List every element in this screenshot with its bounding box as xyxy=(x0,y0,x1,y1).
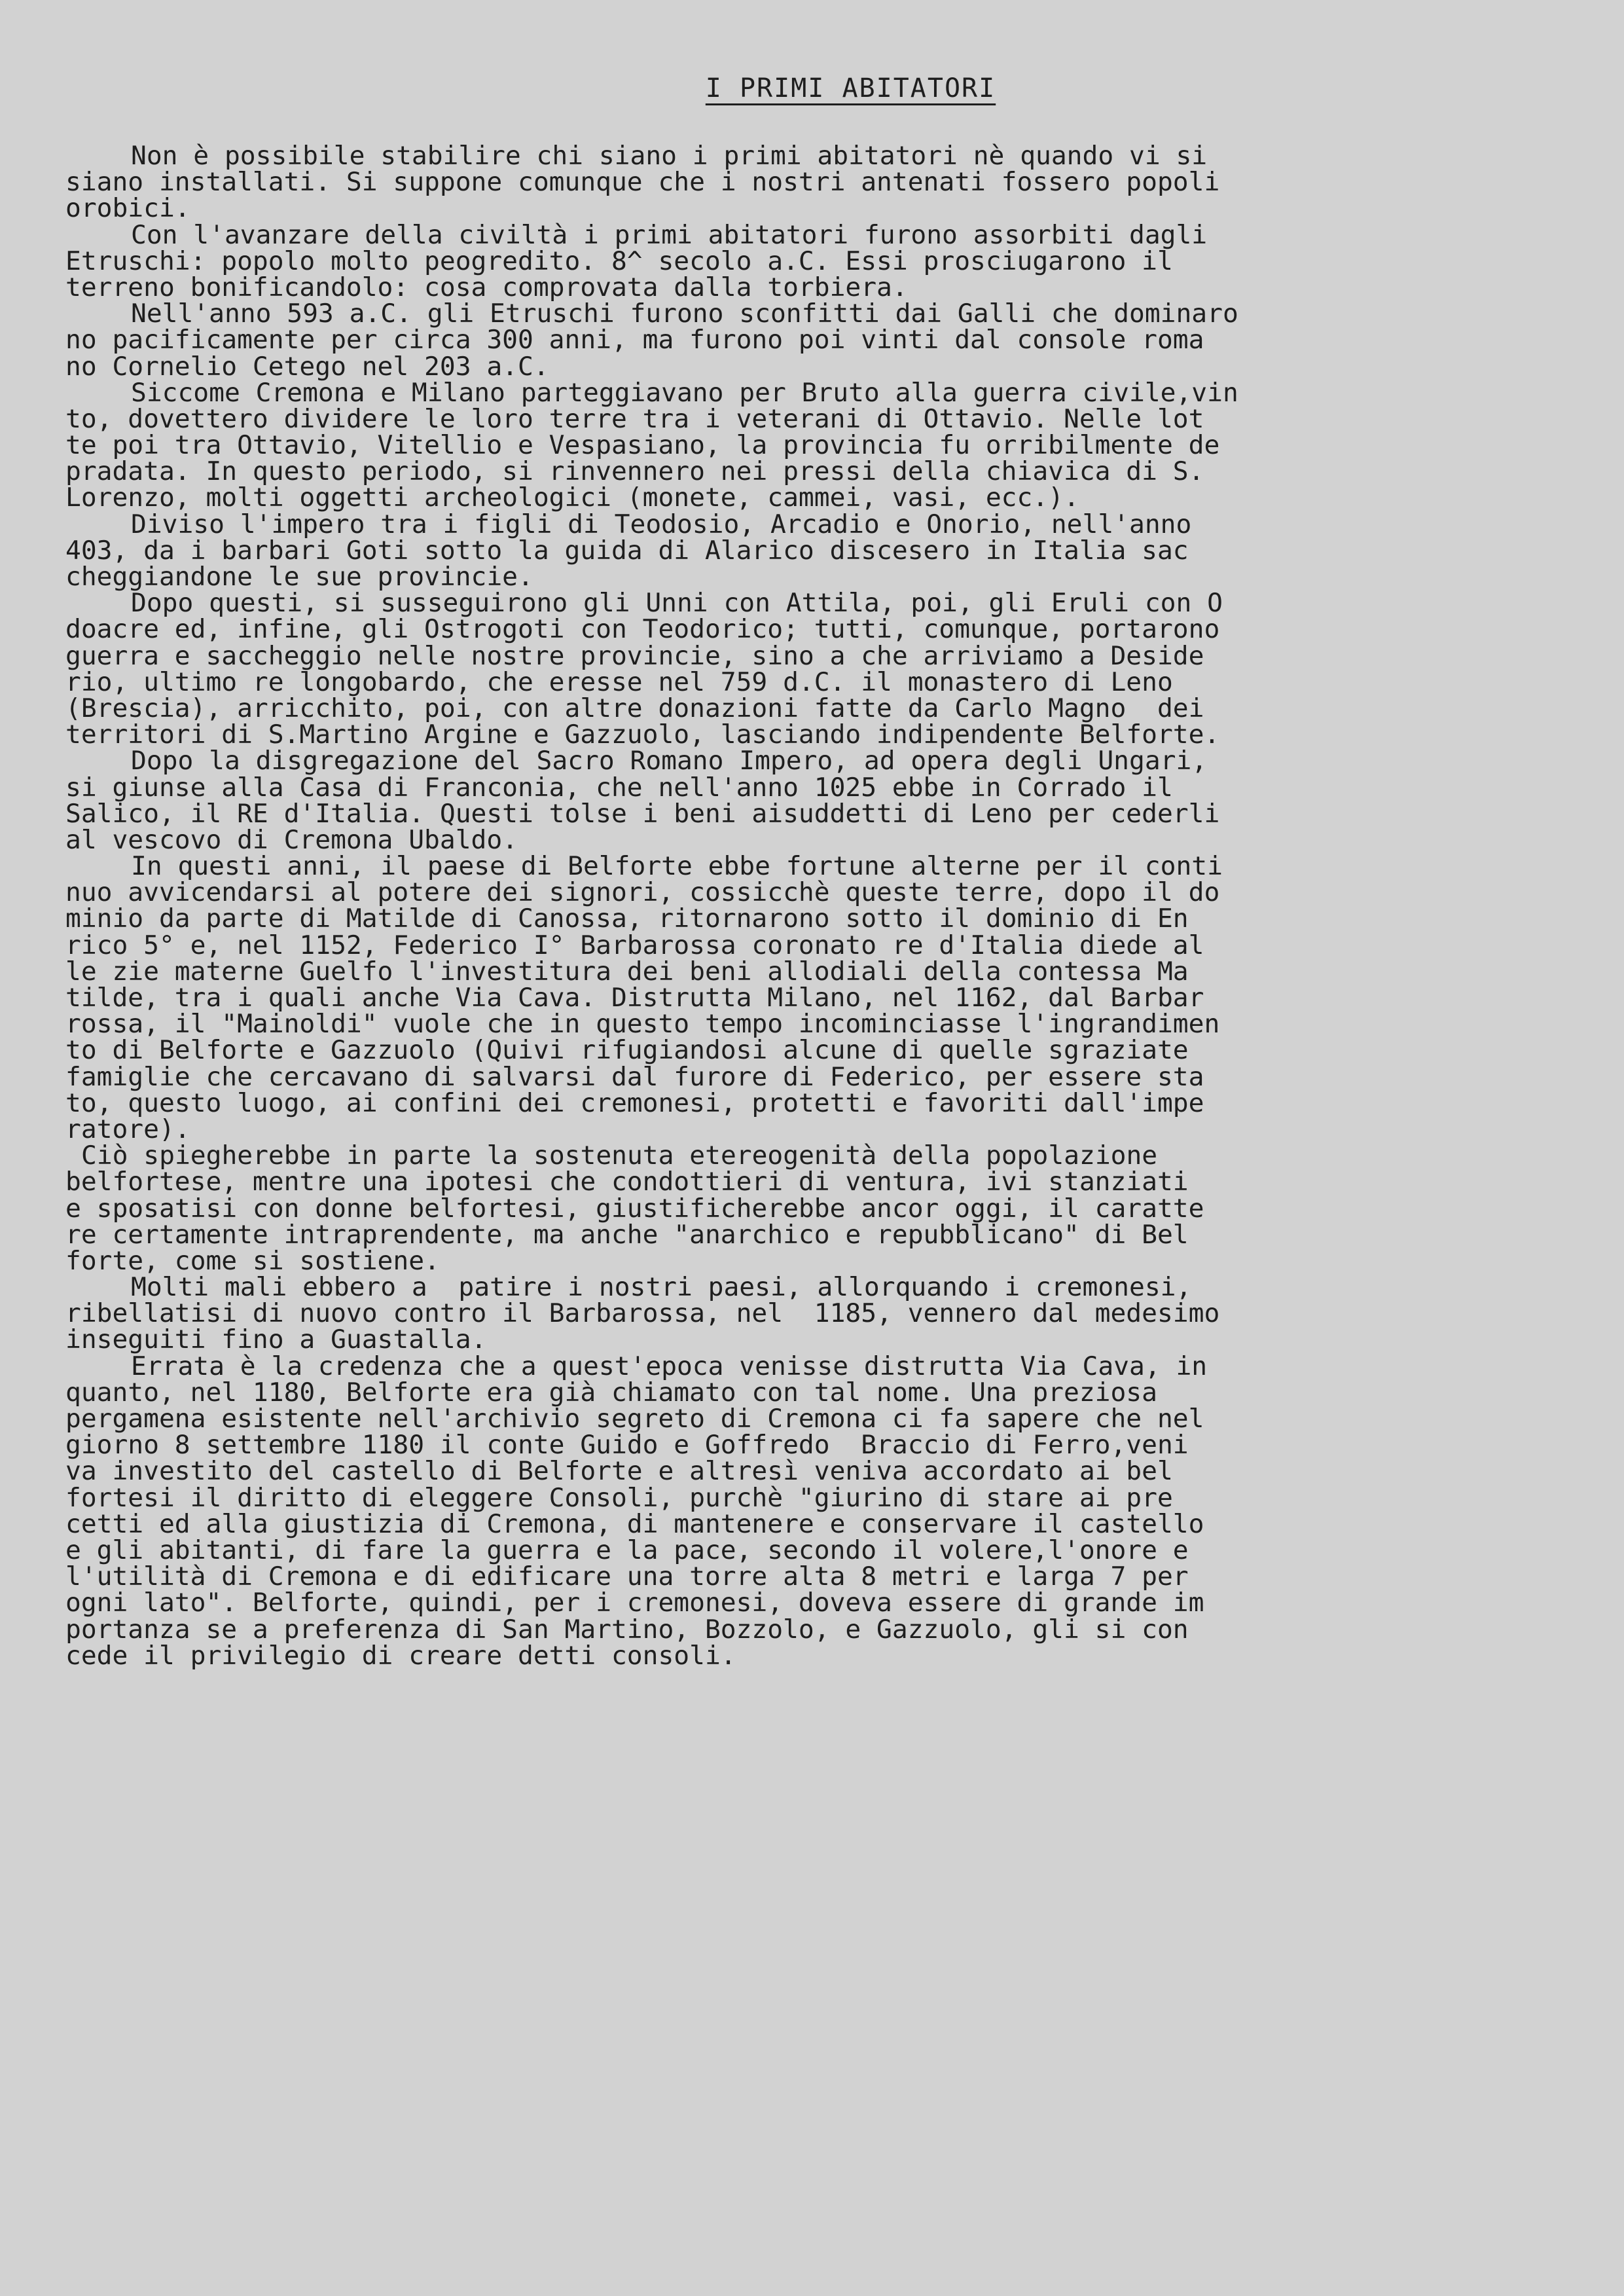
text-line: Con l'avanzare della civiltà i primi abitatori furono assorbiti dagli xyxy=(131,219,1208,250)
text-line: Siccome Cremona e Milano parteggiavano per Bruto alla guerra civile,vin xyxy=(131,377,1238,408)
text-line: Molti mali ebbero a patire i nostri paesi, allorquando i cremonesi, xyxy=(131,1272,1192,1303)
text-line: nuo avvicendarsi al potere dei signori, cossicchè queste terre, dopo il do xyxy=(65,877,1220,908)
text-line: Dopo la disgregazione del Sacro Romano Impero, ad opera degli Ungari, xyxy=(131,746,1208,776)
page-title-text: I PRIMI ABITATORI xyxy=(705,73,996,103)
text-line: minio da parte di Matilde di Canossa, ritornarono sotto il dominio di En xyxy=(65,903,1189,934)
text-line: Etruschi: popolo molto peogredito. 8^ secolo a.C. Essi prosciugarono il xyxy=(65,246,1173,276)
text-line: siano installati. Si suppone comunque che i nostri antenati fossero popoli xyxy=(65,167,1220,198)
text-line: Errata è la credenza che a quest'epoca venisse distrutta Via Cava, in xyxy=(131,1351,1208,1381)
text-line: In questi anni, il paese di Belforte ebbe fortune alterne per il conti xyxy=(131,851,1223,882)
text-line: terreno bonificandolo: cosa comprovata dalla torbiera. xyxy=(65,272,908,302)
text-line: to, dovettero dividere le loro terre tra i veterani di Ottavio. Nelle lot xyxy=(65,403,1204,434)
text-line: Diviso l'impero tra i figli di Teodosio, Arcadio e Onorio, nell'anno xyxy=(131,509,1192,539)
text-line: l'utilità di Cremona e di edificare una torre alta 8 metri e larga 7 per xyxy=(65,1561,1189,1592)
text-line: orobici. xyxy=(65,193,190,224)
text-line: to, questo luogo, ai confini dei cremonesi, protetti e favoriti dall'impe xyxy=(65,1087,1204,1118)
text-line: ribellatisi di nuovo contro il Barbarossa, nel 1185, vennero dal medesimo xyxy=(65,1298,1220,1329)
text-line: le zie materne Guelfo l'investitura dei beni allodiali della contessa Ma xyxy=(65,956,1189,987)
text-line: ratore). xyxy=(65,1114,190,1144)
text-line: tilde, tra i quali anche Via Cava. Distrutta Milano, nel 1162, dal Barbar xyxy=(65,983,1204,1013)
text-line: pergamena esistente nell'archivio segreto di Cremona ci fa sapere che nel xyxy=(65,1404,1204,1434)
text-line: 403, da i barbari Goti sotto la guida di Alarico discesero in Italia sac xyxy=(65,535,1189,566)
text-line: territori di S.Martino Argine e Gazzuolo, lasciando indipendente Belforte. xyxy=(65,720,1220,750)
text-line: giorno 8 settembre 1180 il conte Guido e Goffredo Braccio di Ferro,veni xyxy=(65,1430,1189,1461)
text-line: Dopo questi, si susseguirono gli Unni con Attila, poi, gli Eruli con O xyxy=(131,588,1223,619)
text-line: va investito del castello di Belforte e altresì veniva accordato ai bel xyxy=(65,1456,1173,1487)
text-line: doacre ed, infine, gli Ostrogoti con Teodorico; tutti, comunque, portarono xyxy=(65,614,1220,645)
text-line: cheggiandone le sue provincie. xyxy=(65,562,533,592)
text-line: e gli abitanti, di fare la guerra e la pace, secondo il volere,l'onore e xyxy=(65,1535,1189,1565)
text-line: to di Belforte e Gazzuolo (Quivi rifugiandosi alcune di quelle sgraziate xyxy=(65,1035,1189,1066)
text-line: quanto, nel 1180, Belforte era già chiamato con tal nome. Una preziosa xyxy=(65,1377,1157,1408)
text-line: al vescovo di Cremona Ubaldo. xyxy=(65,824,518,855)
text-line: portanza se a preferenza di San Martino, Bozzolo, e Gazzuolo, gli si con xyxy=(65,1614,1189,1645)
text-line: no pacificamente per circa 300 anni, ma furono poi vinti dal console roma xyxy=(65,325,1204,355)
text-line: belfortese, mentre una ipotesi che condottieri di ventura, ivi stanziati xyxy=(65,1167,1189,1197)
text-line: (Brescia), arricchito, poi, con altre donazioni fatte da Carlo Magno dei xyxy=(65,693,1204,723)
text-line: Lorenzo, molti oggetti archeologici (monete, cammei, vasi, ecc.). xyxy=(65,483,1079,513)
text-line: guerra e saccheggio nelle nostre provincie, sino a che arriviamo a Deside xyxy=(65,640,1204,671)
page-title xyxy=(0,73,1624,103)
document-body xyxy=(65,143,1578,1669)
text-line: pradata. In questo periodo, si rinvennero nei pressi della chiavica di S. xyxy=(65,456,1204,487)
text-line: rio, ultimo re longobardo, che eresse nel 759 d.C. il monastero di Leno xyxy=(65,666,1173,697)
text-line: e sposatisi con donne belfortesi, giustificherebbe ancor oggi, il caratte xyxy=(65,1193,1204,1224)
text-line: cetti ed alla giustizia di Cremona, di mantenere e conservare il castello xyxy=(65,1508,1204,1539)
text-line: Salico, il RE d'Italia. Questi tolse i beni aisuddetti di Leno per cederli xyxy=(65,798,1220,829)
text-line: te poi tra Ottavio, Vitellio e Vespasiano, la provincia fu orribilmente de xyxy=(65,430,1220,461)
text-line: re certamente intraprendente, ma anche "anarchico e repubblicano" di Bel xyxy=(65,1219,1189,1250)
text-line: rico 5° e, nel 1152, Federico I° Barbarossa coronato re d'Italia diede al xyxy=(65,930,1204,960)
text-line: si giunse alla Casa di Franconia, che nell'anno 1025 ebbe in Corrado il xyxy=(65,772,1173,803)
text-line: Non è possibile stabilire chi siano i primi abitatori nè quando vi si xyxy=(131,141,1208,171)
text-line: Ciò spiegherebbe in parte la sostenuta etereogenità della popolazione xyxy=(81,1140,1158,1171)
text-line: rossa, il "Mainoldi" vuole che in questo tempo incominciasse l'ingrandimen xyxy=(65,1009,1220,1040)
text-line: forte, come si sostiene. xyxy=(65,1245,440,1276)
text-line: famiglie che cercavano di salvarsi dal furore di Federico, per essere sta xyxy=(65,1061,1204,1092)
text-line: inseguiti fino a Guastalla. xyxy=(65,1324,487,1355)
text-line: cede il privilegio di creare detti consoli. xyxy=(65,1640,736,1671)
text-line: Nell'anno 593 a.C. gli Etruschi furono sconfitti dai Galli che dominaro xyxy=(131,299,1238,329)
text-line: ogni lato". Belforte, quindi, per i cremonesi, doveva essere di grande im xyxy=(65,1588,1204,1618)
text-line: no Cornelio Cetego nel 203 a.C. xyxy=(65,351,549,382)
text-line: fortesi il diritto di eleggere Consoli, purchè "giurino di stare ai pre xyxy=(65,1482,1173,1513)
